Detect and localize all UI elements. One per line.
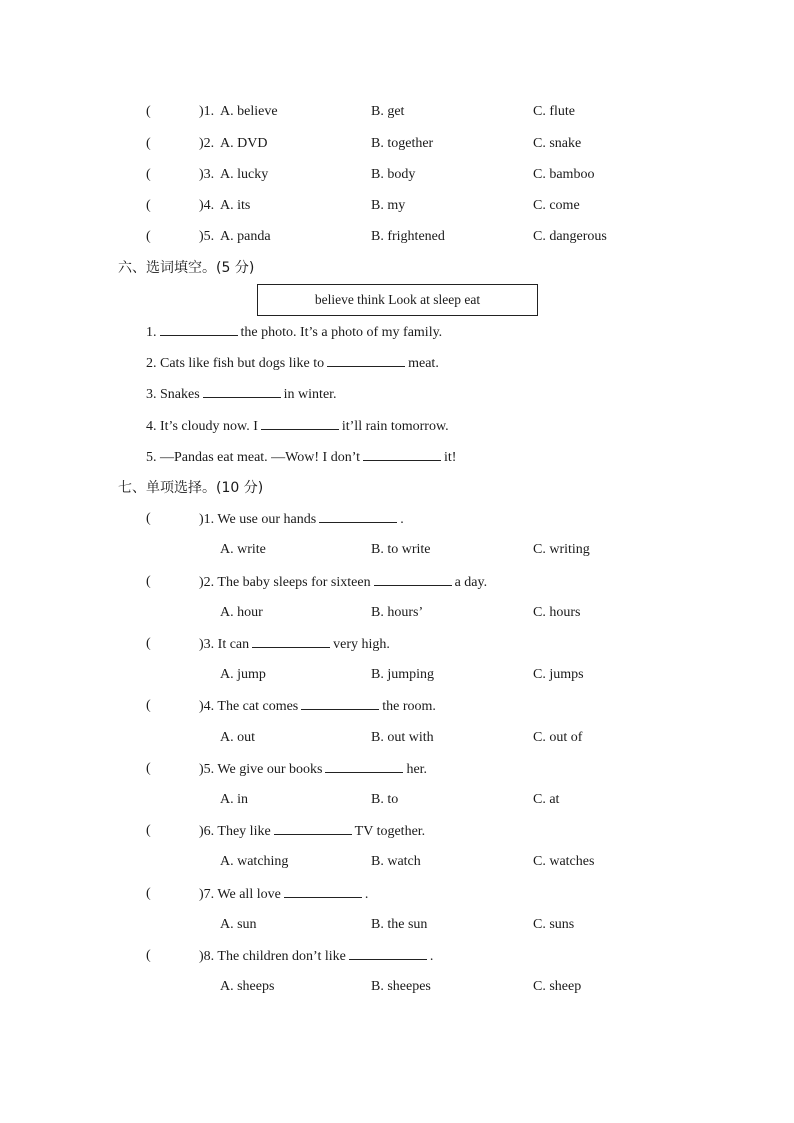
answer-paren[interactable]: ( — [146, 636, 151, 651]
part7-item-4-options — [0, 728, 794, 748]
question-stem-before: )3. It can — [199, 637, 250, 652]
part7-item-1-stem — [0, 509, 794, 529]
answer-blank[interactable] — [363, 447, 441, 461]
part7-item-3-options — [0, 665, 794, 685]
question-stem-after: the room. — [382, 699, 436, 714]
sentence-text-before: 4. It’s cloudy now. I — [146, 419, 258, 434]
part7-item-8-stem — [0, 946, 794, 966]
answer-paren[interactable]: ( — [146, 136, 151, 151]
option-c: C. at — [533, 792, 560, 807]
option-b: B. frightened — [371, 229, 445, 244]
question-stem-after: . — [400, 512, 404, 527]
answer-blank[interactable] — [284, 884, 362, 898]
part7-item-7-stem — [0, 884, 794, 904]
part6-sentence-5 — [0, 447, 794, 467]
answer-blank[interactable] — [160, 322, 238, 336]
answer-blank[interactable] — [327, 353, 405, 367]
answer-blank[interactable] — [261, 416, 339, 430]
option-c: C. hours — [533, 605, 581, 620]
option-b: B. get — [371, 104, 405, 119]
answer-paren[interactable]: ( — [146, 511, 151, 526]
question-stem-before: )5. We give our books — [199, 762, 323, 777]
section-7-title: 七、单项选择。(10 分) — [118, 480, 264, 496]
answer-blank[interactable] — [349, 946, 427, 960]
part6-sentence-4 — [0, 416, 794, 436]
question-stem-after: TV together. — [354, 824, 426, 839]
answer-blank[interactable] — [319, 509, 397, 523]
option-c: C. flute — [533, 104, 575, 119]
part7-item-3-stem — [0, 634, 794, 654]
sentence-text-before: 2. Cats like fish but dogs like to — [146, 356, 325, 371]
option-a: A. sheeps — [220, 979, 275, 994]
answer-blank[interactable] — [325, 759, 403, 773]
option-b: B. hours’ — [371, 605, 424, 620]
option-b: B. sheepes — [371, 979, 431, 994]
option-a: A. believe — [220, 104, 278, 119]
option-a: A. jump — [220, 667, 266, 682]
part7-item-1-options — [0, 540, 794, 560]
sentence-text-before: 1. — [146, 325, 157, 340]
question-number: )2. — [199, 136, 215, 151]
question-number: )5. — [199, 229, 215, 244]
question-number: )3. — [199, 167, 215, 182]
part5-item-3 — [0, 165, 794, 185]
option-a: A. panda — [220, 229, 271, 244]
answer-paren[interactable]: ( — [146, 198, 151, 213]
sentence-text-before: 3. Snakes — [146, 387, 200, 402]
sentence-text-before: 5. —Pandas eat meat. —Wow! I don’t — [146, 450, 361, 465]
option-a: A. in — [220, 792, 248, 807]
question-stem-before: )1. We use our hands — [199, 512, 317, 527]
part6-sentence-1 — [0, 322, 794, 342]
part5-item-4 — [0, 196, 794, 216]
part7-item-7-options — [0, 915, 794, 935]
option-a: A. lucky — [220, 167, 269, 182]
part7-item-2-stem — [0, 572, 794, 592]
answer-paren[interactable]: ( — [146, 167, 151, 182]
option-c: C. bamboo — [533, 167, 595, 182]
option-a: A. write — [220, 542, 266, 557]
question-stem-after: her. — [406, 762, 428, 777]
part7-item-2-options — [0, 603, 794, 623]
option-c: C. suns — [533, 917, 575, 932]
option-b: B. body — [371, 167, 416, 182]
answer-paren[interactable]: ( — [146, 886, 151, 901]
question-stem-after: . — [364, 887, 369, 902]
question-number: )4. — [199, 198, 215, 213]
answer-blank[interactable] — [252, 634, 330, 648]
section-6-title: 六、选词填空。(5 分) — [118, 260, 255, 276]
option-b: B. watch — [371, 854, 421, 869]
answer-paren[interactable]: ( — [146, 574, 151, 589]
option-a: A. its — [220, 198, 251, 213]
sentence-text-after: in winter. — [283, 387, 337, 402]
part7-item-6-stem — [0, 821, 794, 841]
part7-item-6-options — [0, 852, 794, 872]
sentence-text-after: it! — [444, 450, 457, 465]
answer-blank[interactable] — [301, 696, 379, 710]
word-bank: believe think Look at sleep eat — [257, 284, 538, 316]
option-b: B. to write — [371, 542, 431, 557]
option-b: B. out with — [371, 730, 434, 745]
option-b: B. together — [371, 136, 434, 151]
question-stem-after: . — [429, 949, 434, 964]
option-c: C. out of — [533, 730, 583, 745]
option-b: B. the sun — [371, 917, 428, 932]
sentence-text-after: meat. — [408, 356, 439, 371]
option-b: B. to — [371, 792, 399, 807]
part7-item-5-options — [0, 790, 794, 810]
option-c: C. dangerous — [533, 229, 607, 244]
question-stem-before: )7. We all love — [199, 887, 281, 902]
option-a: A. sun — [220, 917, 257, 932]
question-stem-before: )4. The cat comes — [199, 699, 299, 714]
option-c: C. come — [533, 198, 580, 213]
answer-paren[interactable]: ( — [146, 761, 151, 776]
option-a: A. hour — [220, 605, 263, 620]
part7-item-4-stem — [0, 696, 794, 716]
part5-item-1 — [0, 102, 794, 122]
answer-paren[interactable]: ( — [146, 104, 151, 119]
answer-paren[interactable]: ( — [146, 698, 151, 713]
option-c: C. writing — [533, 542, 590, 557]
answer-paren[interactable]: ( — [146, 229, 151, 244]
part5-item-2 — [0, 134, 794, 154]
option-a: A. watching — [220, 854, 289, 869]
part7-item-8-options — [0, 977, 794, 997]
part6-sentence-3 — [0, 384, 794, 404]
option-c: C. sheep — [533, 979, 582, 994]
question-stem-before: )6. They like — [199, 824, 271, 839]
question-number: )1. — [199, 104, 215, 119]
sentence-text-after: the photo. It’s a photo of my family. — [240, 325, 443, 340]
option-a: A. DVD — [220, 136, 268, 151]
option-c: C. jumps — [533, 667, 584, 682]
answer-paren[interactable]: ( — [146, 948, 151, 963]
option-b: B. my — [371, 198, 406, 213]
option-b: B. jumping — [371, 667, 435, 682]
option-c: C. snake — [533, 136, 582, 151]
answer-blank[interactable] — [274, 821, 352, 835]
answer-paren[interactable]: ( — [146, 823, 151, 838]
question-stem-before: )2. The baby sleeps for sixteen — [199, 575, 371, 590]
option-c: C. watches — [533, 854, 595, 869]
question-stem-before: )8. The children don’t like — [199, 949, 346, 964]
answer-blank[interactable] — [374, 572, 452, 586]
part7-item-5-stem — [0, 759, 794, 779]
question-stem-after: very high. — [333, 637, 390, 652]
part5-item-5 — [0, 227, 794, 247]
part6-sentence-2 — [0, 353, 794, 373]
question-stem-after: a day. — [454, 575, 488, 590]
option-a: A. out — [220, 730, 255, 745]
answer-blank[interactable] — [203, 384, 281, 398]
sentence-text-after: it’ll rain tomorrow. — [341, 419, 449, 434]
